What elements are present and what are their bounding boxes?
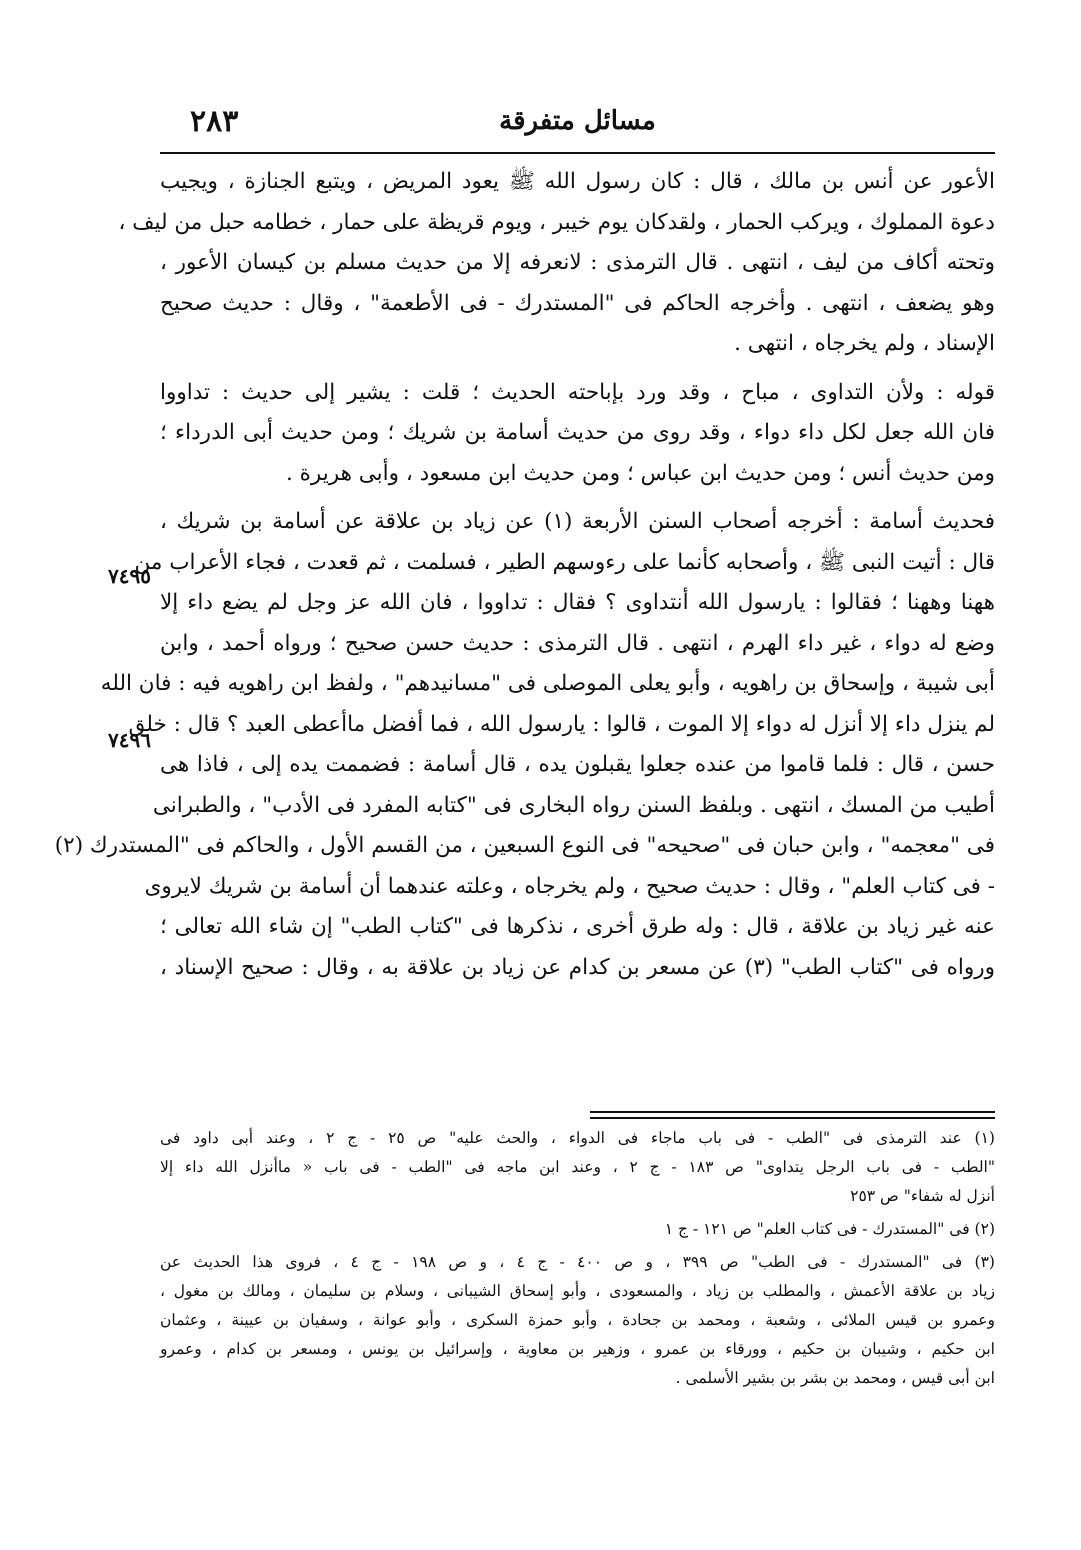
text-line: الإسناد ، ولم يخرجاه ، انتهى . [734,331,995,356]
footnote [160,1248,995,1393]
text-line: وضع له دواء ، غير داء الهرم ، انتهى . قال الترمذى : حديث حسن صحيح ؛ ورواه أحمد ، وابن [160,630,995,656]
text-line: لم ينزل داء إلا أنزل له دواء إلا الموت ، قالوا : يارسول الله ، فما أفضل ماأعطى العبد ؟ قال : خلق [128,711,995,737]
header-rule [160,152,995,154]
margin-number: ٧٤٩٦ [108,728,151,752]
text-line: دعوة المملوك ، ويركب الحمار ، ولقدكان يوم خيبر ، ويوم قريظة على حمار ، خطامه حبل من ليف ، [118,209,995,235]
footnote-line: (٢) فى "المستدرك - فى كتاب العلم" ص ١٢١ - ج ١ [664,1220,995,1238]
footnote-line: (٣) فى "المستدرك - فى الطب" ص ٣٩٩ ، و ص ٤٠٠ - ج ٤ ، و ص ١٩٨ - ج ٤ ، فروى هذا الحديث عن [160,1253,995,1271]
text-line: وهو يضعف ، انتهى . وأخرجه الحاكم فى "المستدرك - فى الأطعمة" ، وقال : حديث صحيح [160,290,995,316]
text-line: الأعور عن أنس بن مالك ، قال : كان رسول الله ﷺ يعود المريض ، ويتبع الجنازة ، ويجيب [160,169,995,194]
text-line: فى "معجمه" ، وابن حبان فى "صحيحه" فى النوع السبعين ، من القسم الأول ، والحاكم فى "المستدرك (٢) [54,833,995,858]
footnote [160,1215,995,1244]
margin-number: ٧٤٩٥ [108,564,151,588]
text-line: فحديث أسامة : أخرجه أصحاب السنن الأربعة (١) عن زياد بن علاقة عن أسامة بن شريك ، [160,509,995,534]
text-line: ههنا وههنا ؛ فقالوا : يارسول الله أنتداوى ؟ فقال : تداووا ، فان الله عز وجل لم يضع داء إلا [160,590,995,615]
paragraph [160,373,995,495]
footnotes [160,1124,995,1393]
text-line: ورواه فى "كتاب الطب" (٣) عن مسعر بن كدام عن زياد بن علاقة به ، وقال : صحيح الإسناد ، [160,954,996,980]
text-line: - فى كتاب العلم" ، وقال : حديث صحيح ، ولم يخرجاه ، وعلته عندهما أن أسامة بن شريك لايروى [144,873,995,899]
text-line: قوله : ولأن التداوى ، مباح ، وقد ورد بإباحته الحديث ؛ قلت : يشير إلى حديث : تداووا [160,379,995,405]
footnote-line: ابن أبى قيس ، ومحمد بن بشر بن بشير الأسلمى . [675,1369,995,1387]
text-line: أبى شيبة ، وإسحاق بن راهويه ، وأبو يعلى الموصلى فى "مسانيدهم" ، ولفظ ابن راهويه فيه : فان الله [100,671,995,696]
footnote-line: ابن حكيم ، وشيبان بن حكيم ، وورقاء بن عمرو ، وزهير بن معاوية ، وإسرائيل بن يونس ، ومسعر بن كدام ، وعمرو [160,1340,995,1358]
page-header [160,100,995,150]
paragraph [118,162,995,365]
text-line: ومن حديث أنس ؛ ومن حديث ابن عباس ؛ ومن حديث ابن مسعود ، وأبى هريرة . [285,460,995,486]
text-line: فان الله جعل لكل داء دواء ، وقد روى من حديث أسامة بن شريك ؛ ومن حديث أبى الدرداء ؛ [160,420,995,445]
footnote-line: أنزل له شفاء" ص ٢٥٣ [850,1187,995,1205]
text-line: وتحته أكاف من ليف ، انتهى . قال الترمذى : لانعرفه إلا من حديث مسلم بن كيسان الأعور ، [160,250,995,275]
footnote-separator [590,1117,995,1119]
footnote-line: (١) عند الترمذى فى "الطب - فى باب ماجاء فى الدواء ، والحث عليه" ص ٢٥ - ج ٢ ، وعند أبى داود فى [160,1129,995,1147]
text-line: عنه غير زياد بن علاقة ، قال : وله طرق أخرى ، نذكرها فى "كتاب الطب" إن شاء الله تعالى ؛ [160,914,995,939]
text-line: أطيب من المسك ، انتهى . وبلفظ السنن رواه البخارى فى "كتابه المفرد فى الأدب" ، والطبرانى [152,792,995,818]
footnote-line: "الطب - فى باب الرجل يتداوى" ص ١٨٣ - ج ٢ ، وعند ابن ماجه فى "الطب - فى باب « ماأنزل الله داء إلا [160,1158,995,1176]
running-title: مسائل متفرقة [499,106,656,136]
page-number: ٢٨٣ [190,104,239,139]
text-line: حسن ، قال : فلما قاموا من عنده جعلوا يقبلون يده ، قال أسامة : فضممت يده إلى ، فاذا هى [160,752,995,777]
footnote-separator [590,1111,995,1113]
footnote-line: زياد بن علاقة الأعمش ، والمطلب بن زياد ، والمسعودى ، وأبو إسحاق الشيبانى ، وسلام بن سليمان ، ومالك بن مغول ، [160,1282,995,1300]
footnote [160,1124,995,1211]
footnote-line: وعمرو بن قيس الملائى ، وشعبة ، ومحمد بن جحادة ، وأبو حمزة السكرى ، وأبو عوانة ، وسفيان بن عيينة ، وعثمان [160,1311,995,1329]
text-line: قال : أتيت النبى ﷺ ، وأصحابه كأنما على رءوسهم الطير ، فسلمت ، ثم قعدت ، فجاء الأعراب من [134,549,995,575]
